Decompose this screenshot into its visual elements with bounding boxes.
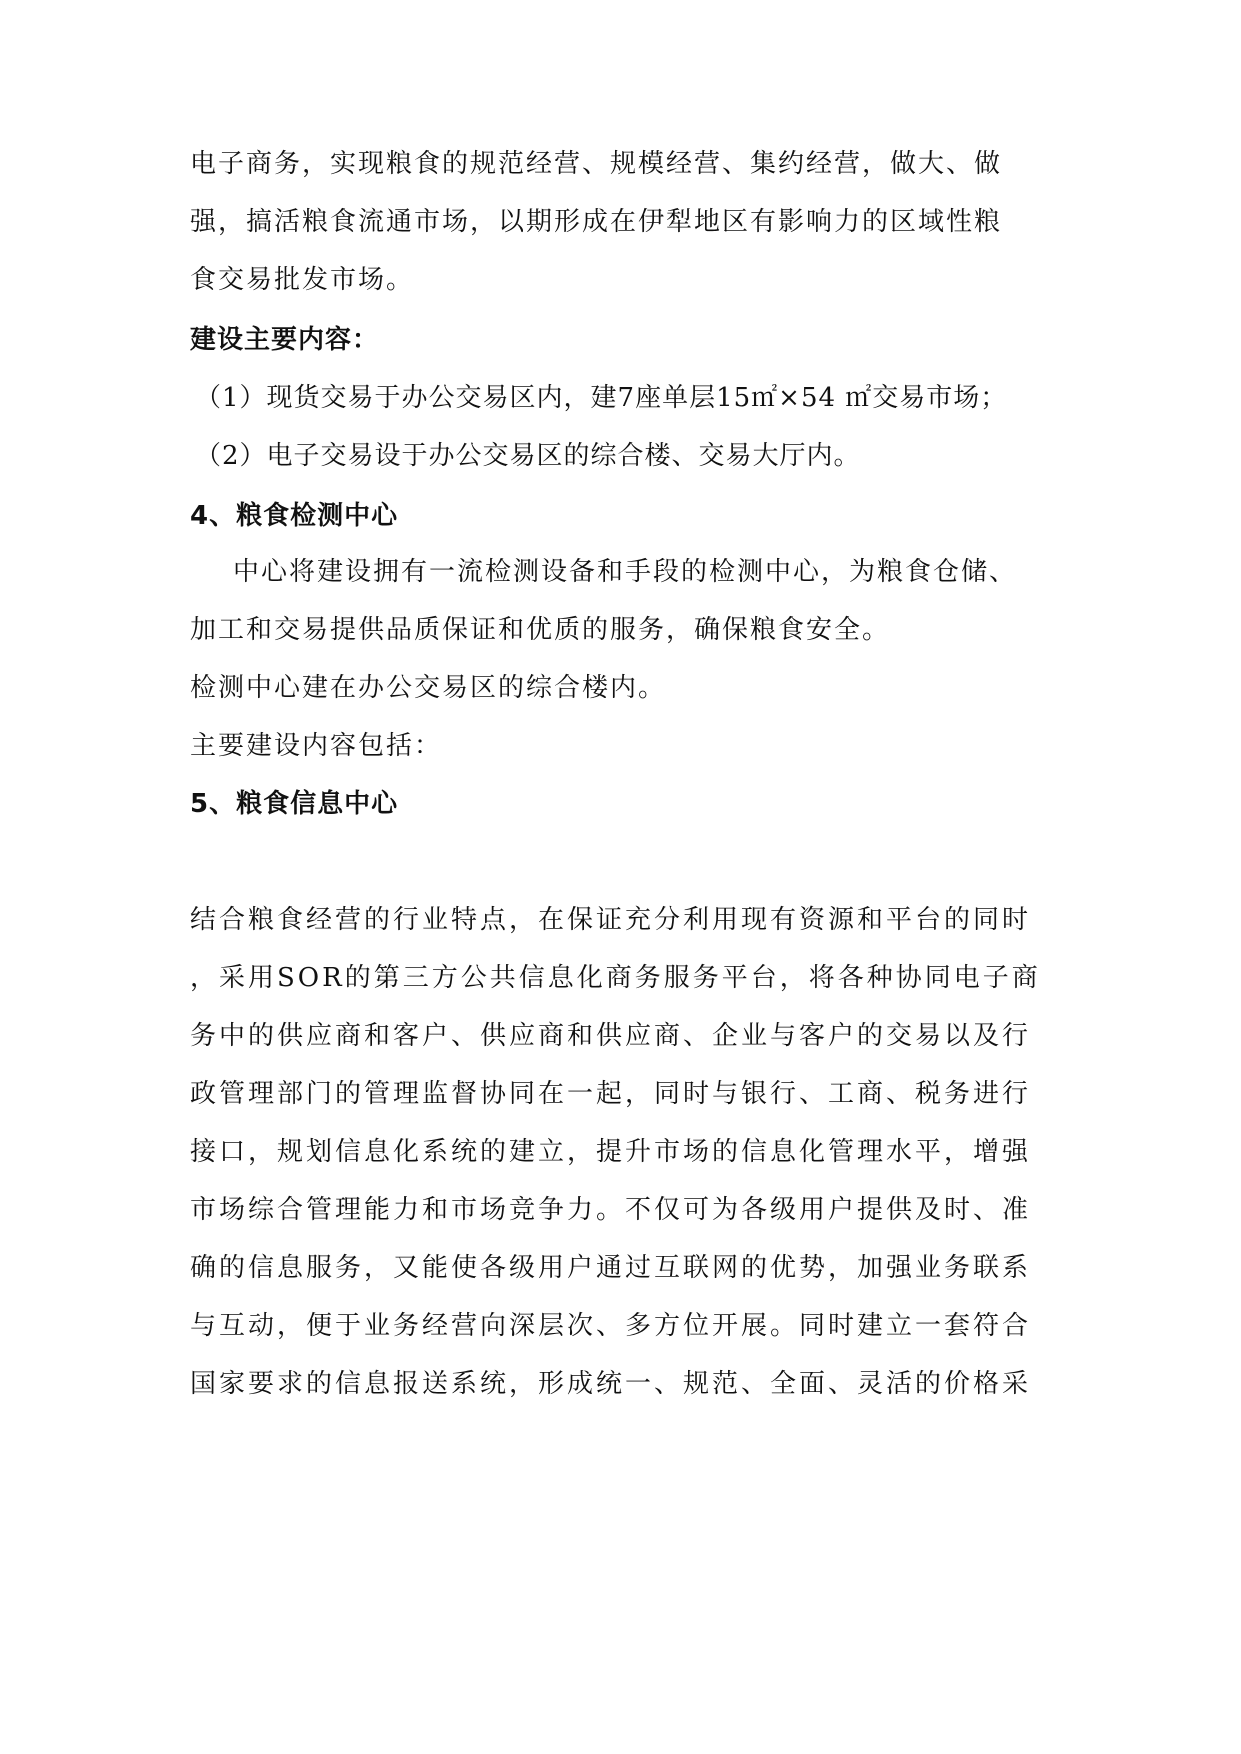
paragraph-line: 确的信息服务，又能使各级用户通过互联网的优势，加强业务联系 [190,1253,1032,1283]
paragraph-line: 中心将建设拥有一流检测设备和手段的检测中心，为粮食仓储、 [233,557,1018,587]
paragraph-line: 政管理部门的管理监督协同在一起，同时与银行、工商、税务进行 [190,1079,1032,1109]
list-item: （2）电子交易设于办公交易区的综合楼、交易大厅内。 [195,441,861,471]
paragraph-line: 接口，规划信息化系统的建立，提升市场的信息化管理水平，增强 [190,1137,1032,1167]
paragraph-line: 结合粮食经营的行业特点，在保证充分利用现有资源和平台的同时 [190,905,1032,935]
paragraph-line: 与互动，便于业务经营向深层次、多方位开展。同时建立一套符合 [190,1311,1032,1341]
paragraph-line: 市场综合管理能力和市场竞争力。不仅可为各级用户提供及时、准 [190,1195,1032,1225]
list-item: （1）现货交易于办公交易区内，建7座单层15㎡×54 ㎡交易市场； [195,383,1008,413]
paragraph-line: 检测中心建在办公交易区的综合楼内。 [190,673,667,703]
section-heading: 建设主要内容： [190,325,380,355]
paragraph-line: 强，搞活粮食流通市场，以期形成在伊犁地区有影响力的区域性粮 [190,207,1003,237]
paragraph-line: 电子商务，实现粮食的规范经营、规模经营、集约经营，做大、做 [190,149,1003,179]
section-heading: 4、粮食检测中心 [190,501,399,531]
paragraph-line: 务中的供应商和客户、供应商和供应商、企业与客户的交易以及行 [190,1021,1032,1051]
paragraph-line: 主要建设内容包括： [190,731,443,761]
paragraph-line: 加工和交易提供品质保证和优质的服务，确保粮食安全。 [190,615,891,645]
paragraph-line: ，采用SOR的第三方公共信息化商务服务平台，将各种协同电子商 [190,963,1041,993]
paragraph-line: 国家要求的信息报送系统，形成统一、规范、全面、灵活的价格采 [190,1369,1032,1399]
paragraph-line: 食交易批发市场。 [190,265,415,295]
section-heading: 5、粮食信息中心 [190,789,399,819]
